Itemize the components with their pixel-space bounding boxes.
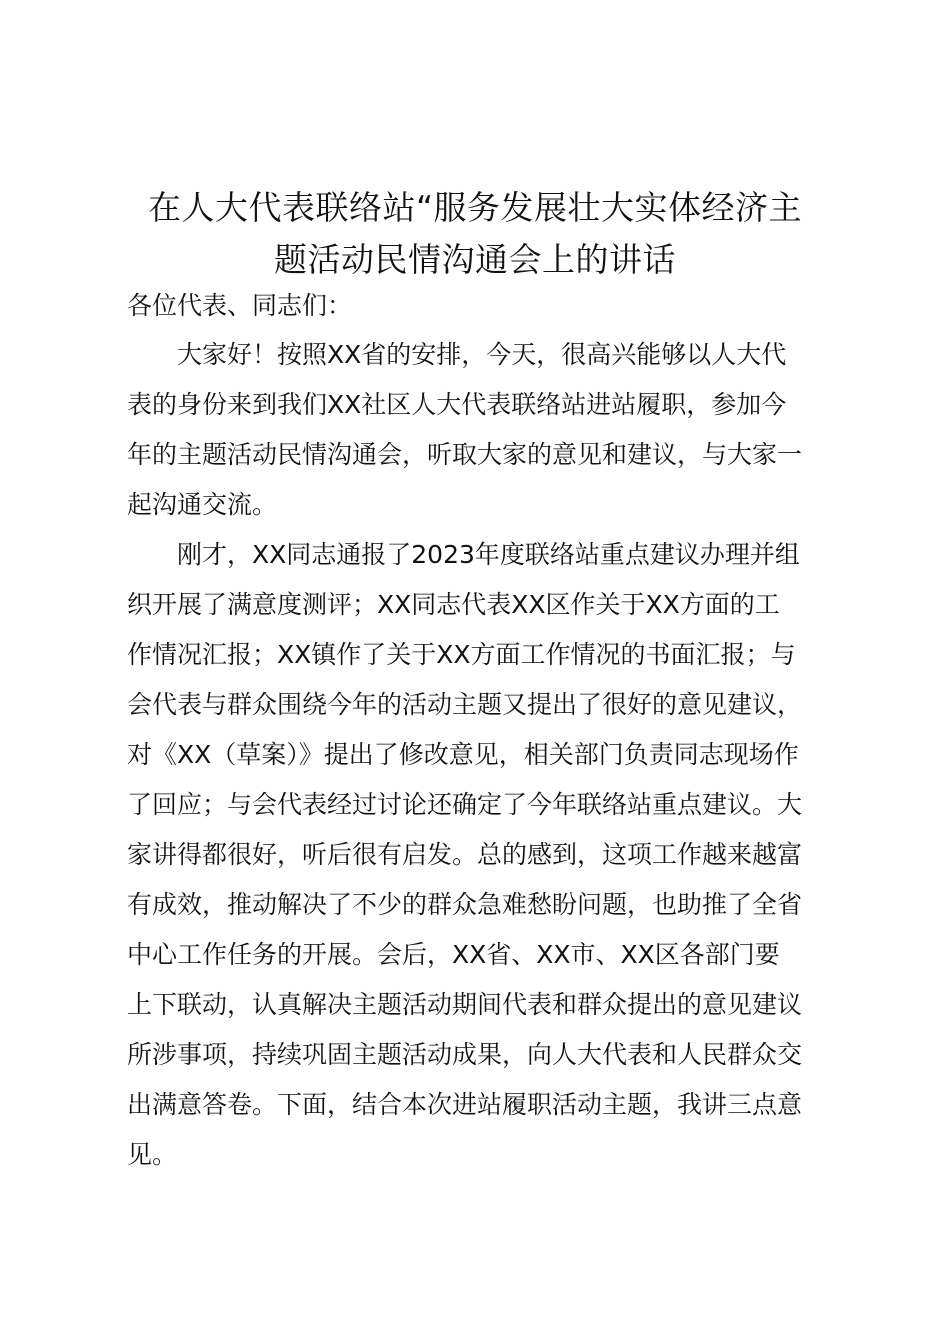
paragraph-line: 对《XX（草案）》提出了修改意见，相关部门负责同志现场作 — [127, 740, 799, 769]
paragraph-line: 见。 — [127, 1140, 178, 1169]
paragraph-line: 作情况汇报；XX镇作了关于XX方面工作情况的书面汇报；与 — [127, 640, 796, 669]
paragraph-line: 上下联动，认真解决主题活动期间代表和群众提出的意见建议 — [127, 990, 803, 1019]
paragraph-summary — [127, 530, 833, 1180]
paragraph-line: 有成效，推动解决了不少的群众急难愁盼问题，也助推了全省 — [127, 890, 803, 919]
paragraph-greeting — [127, 330, 833, 530]
salutation: 各位代表、同志们： — [127, 291, 353, 320]
paragraph-line: 了回应；与会代表经过讨论还确定了今年联络站重点建议。大 — [127, 790, 803, 819]
paragraph-line: 所涉事项，持续巩固主题活动成果，向人大代表和人民群众交 — [127, 1040, 803, 1069]
paragraph-line: 出满意答卷。下面，结合本次进站履职活动主题，我讲三点意 — [127, 1090, 803, 1119]
title-line: 在人大代表联络站“服务发展壮大实体经济主 — [147, 188, 803, 227]
paragraph-line: 刚才，XX同志通报了2023年度联络站重点建议办理并组 — [177, 540, 800, 569]
paragraph-line: 会代表与群众围绕今年的活动主题又提出了很好的意见建议， — [127, 690, 803, 719]
paragraph-line: 织开展了满意度测评；XX同志代表XX区作关于XX方面的工 — [127, 590, 780, 619]
paragraph-line: 中心工作任务的开展。会后，XX省、XX市、XX区各部门要 — [127, 940, 780, 969]
document-title — [110, 182, 840, 286]
title-line: 题活动民情沟通会上的讲话 — [274, 240, 676, 279]
paragraph-line: 家讲得都很好，听后很有启发。总的感到，这项工作越来越富 — [127, 840, 803, 869]
paragraph-line: 起沟通交流。 — [127, 490, 278, 519]
paragraph-line: 大家好！按照XX省的安排，今天，很高兴能够以人大代 — [177, 340, 787, 369]
paragraph-line: 表的身份来到我们XX社区人大代表联络站进站履职，参加今 — [127, 390, 787, 419]
paragraph-line: 年的主题活动民情沟通会，听取大家的意见和建议，与大家一 — [127, 440, 803, 469]
